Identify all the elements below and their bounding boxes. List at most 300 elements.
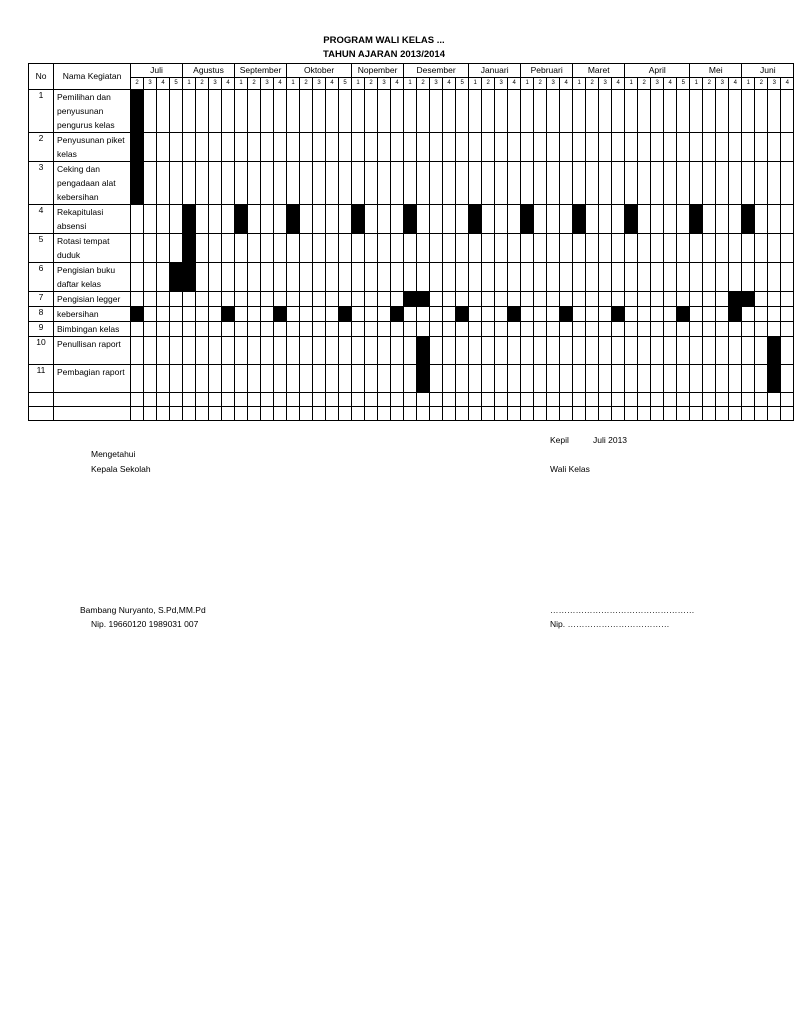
week-cell — [430, 365, 443, 393]
week-cell — [508, 205, 521, 234]
week-cell — [248, 307, 261, 322]
week-cell — [456, 407, 469, 421]
week-cell — [456, 90, 469, 133]
week-cell — [781, 307, 794, 322]
week-cell — [443, 162, 456, 205]
week-cell — [534, 292, 547, 307]
principal-role: Kepala Sekolah — [91, 464, 151, 474]
week-cell — [638, 263, 651, 292]
activity-name: Penullisan raport — [54, 337, 131, 365]
week-cell — [612, 133, 625, 162]
week-cell — [729, 162, 742, 205]
scheduled-week-cell — [131, 133, 144, 162]
row-number: 4 — [29, 205, 54, 234]
week-cell — [222, 292, 235, 307]
month-header: Pebruari — [521, 64, 573, 78]
week-cell — [261, 322, 274, 337]
week-cell — [755, 234, 768, 263]
week-cell — [586, 365, 599, 393]
week-cell — [404, 337, 417, 365]
document-subtitle: TAHUN AJARAN 2013/2014 — [323, 49, 445, 60]
week-cell — [417, 234, 430, 263]
week-cell — [651, 133, 664, 162]
week-cell — [521, 292, 534, 307]
week-cell — [300, 407, 313, 421]
week-cell — [573, 263, 586, 292]
header-kegiatan: Nama Kegiatan — [54, 64, 131, 90]
week-cell — [781, 322, 794, 337]
week-cell — [716, 365, 729, 393]
week-cell — [638, 337, 651, 365]
week-cell — [339, 337, 352, 365]
week-cell — [625, 322, 638, 337]
week-cell — [534, 365, 547, 393]
scheduled-week-cell — [729, 292, 742, 307]
week-cell — [469, 234, 482, 263]
week-cell — [365, 322, 378, 337]
week-cell — [755, 365, 768, 393]
week-cell — [404, 307, 417, 322]
week-cell — [430, 234, 443, 263]
scheduled-week-cell — [404, 292, 417, 307]
week-cell — [495, 393, 508, 407]
week-cell — [651, 205, 664, 234]
week-cell — [742, 322, 755, 337]
week-cell — [716, 263, 729, 292]
week-cell — [729, 205, 742, 234]
week-cell — [326, 307, 339, 322]
week-cell — [690, 337, 703, 365]
week-header: 1 — [183, 78, 196, 90]
week-cell — [261, 234, 274, 263]
week-cell — [287, 234, 300, 263]
week-cell — [690, 322, 703, 337]
week-cell — [391, 234, 404, 263]
week-cell — [742, 337, 755, 365]
week-cell — [144, 393, 157, 407]
scheduled-week-cell — [222, 307, 235, 322]
acknowledge-label: Mengetahui — [91, 449, 136, 459]
week-cell — [404, 234, 417, 263]
week-cell — [300, 234, 313, 263]
week-cell — [521, 393, 534, 407]
week-cell — [664, 133, 677, 162]
activity-name: Rotasi tempat duduk — [54, 234, 131, 263]
week-cell — [248, 337, 261, 365]
week-cell — [222, 205, 235, 234]
week-cell — [625, 365, 638, 393]
week-cell — [235, 393, 248, 407]
week-cell — [417, 307, 430, 322]
week-cell — [300, 263, 313, 292]
week-cell — [534, 393, 547, 407]
row-number: 9 — [29, 322, 54, 337]
week-cell — [209, 307, 222, 322]
week-header: 2 — [196, 78, 209, 90]
week-cell — [742, 133, 755, 162]
week-cell — [209, 162, 222, 205]
week-cell — [365, 133, 378, 162]
week-header: 1 — [469, 78, 482, 90]
week-cell — [586, 162, 599, 205]
scheduled-week-cell — [508, 307, 521, 322]
week-cell — [729, 263, 742, 292]
week-cell — [716, 162, 729, 205]
week-cell — [339, 407, 352, 421]
week-cell — [560, 234, 573, 263]
week-cell — [170, 365, 183, 393]
week-cell — [456, 292, 469, 307]
week-cell — [326, 90, 339, 133]
week-cell — [469, 307, 482, 322]
week-cell — [430, 393, 443, 407]
week-header: 3 — [378, 78, 391, 90]
week-cell — [326, 205, 339, 234]
week-cell — [274, 263, 287, 292]
week-cell — [144, 263, 157, 292]
week-cell — [612, 263, 625, 292]
week-cell — [547, 234, 560, 263]
week-cell — [560, 407, 573, 421]
week-cell — [365, 365, 378, 393]
week-cell — [729, 234, 742, 263]
scheduled-week-cell — [391, 307, 404, 322]
week-cell — [768, 393, 781, 407]
week-cell — [391, 337, 404, 365]
week-cell — [638, 90, 651, 133]
week-header: 2 — [365, 78, 378, 90]
activity-name: Pengisian buku daftar kelas — [54, 263, 131, 292]
scheduled-week-cell — [170, 263, 183, 292]
week-cell — [365, 162, 378, 205]
week-cell — [196, 365, 209, 393]
week-cell — [781, 263, 794, 292]
scheduled-week-cell — [287, 205, 300, 234]
week-cell — [352, 407, 365, 421]
week-cell — [365, 205, 378, 234]
activity-row — [29, 292, 794, 307]
week-cell — [170, 337, 183, 365]
week-cell — [768, 307, 781, 322]
week-cell — [131, 234, 144, 263]
week-cell — [287, 407, 300, 421]
week-cell — [430, 133, 443, 162]
week-cell — [131, 365, 144, 393]
month-header: Oktober — [287, 64, 352, 78]
week-cell — [781, 337, 794, 365]
scheduled-week-cell — [469, 205, 482, 234]
week-cell — [573, 90, 586, 133]
week-cell — [261, 162, 274, 205]
week-cell — [326, 263, 339, 292]
week-cell — [625, 133, 638, 162]
week-cell — [638, 407, 651, 421]
week-cell — [742, 407, 755, 421]
week-cell — [430, 407, 443, 421]
week-cell — [599, 292, 612, 307]
week-cell — [755, 90, 768, 133]
week-cell — [677, 90, 690, 133]
activity-name — [54, 393, 131, 407]
week-header: 4 — [391, 78, 404, 90]
week-cell — [391, 133, 404, 162]
week-cell — [612, 234, 625, 263]
week-cell — [144, 365, 157, 393]
week-header: 2 — [586, 78, 599, 90]
week-cell — [547, 365, 560, 393]
week-cell — [196, 337, 209, 365]
week-cell — [456, 337, 469, 365]
scheduled-week-cell — [690, 205, 703, 234]
week-cell — [690, 162, 703, 205]
week-cell — [274, 337, 287, 365]
week-cell — [508, 322, 521, 337]
week-cell — [469, 133, 482, 162]
week-cell — [521, 162, 534, 205]
week-cell — [391, 393, 404, 407]
week-cell — [781, 292, 794, 307]
week-cell — [300, 365, 313, 393]
week-cell — [690, 307, 703, 322]
week-cell — [209, 205, 222, 234]
week-cell — [404, 263, 417, 292]
month-header: September — [235, 64, 287, 78]
week-cell — [235, 365, 248, 393]
week-cell — [430, 292, 443, 307]
week-cell — [508, 234, 521, 263]
activity-row — [29, 205, 794, 234]
week-cell — [235, 337, 248, 365]
week-cell — [469, 90, 482, 133]
week-cell — [599, 393, 612, 407]
week-cell — [209, 90, 222, 133]
week-cell — [573, 162, 586, 205]
week-cell — [131, 292, 144, 307]
week-cell — [222, 393, 235, 407]
week-cell — [170, 407, 183, 421]
week-header: 4 — [664, 78, 677, 90]
week-cell — [495, 337, 508, 365]
week-cell — [261, 337, 274, 365]
week-cell — [547, 322, 560, 337]
week-cell — [690, 393, 703, 407]
week-cell — [703, 407, 716, 421]
week-cell — [495, 407, 508, 421]
scheduled-week-cell — [131, 307, 144, 322]
week-cell — [495, 133, 508, 162]
week-header: 4 — [443, 78, 456, 90]
activity-row — [29, 263, 794, 292]
week-cell — [612, 337, 625, 365]
week-cell — [365, 90, 378, 133]
week-cell — [365, 234, 378, 263]
scheduled-week-cell — [768, 337, 781, 365]
scheduled-week-cell — [235, 205, 248, 234]
week-cell — [508, 90, 521, 133]
week-cell — [729, 90, 742, 133]
week-header: 4 — [326, 78, 339, 90]
week-cell — [534, 337, 547, 365]
week-cell — [755, 133, 768, 162]
week-cell — [378, 322, 391, 337]
week-header: 5 — [677, 78, 690, 90]
week-cell — [313, 133, 326, 162]
week-cell — [261, 133, 274, 162]
week-cell — [196, 307, 209, 322]
week-cell — [430, 90, 443, 133]
week-header: 4 — [729, 78, 742, 90]
week-cell — [573, 292, 586, 307]
week-header: 4 — [781, 78, 794, 90]
week-cell — [755, 162, 768, 205]
week-cell — [508, 162, 521, 205]
activity-name: Bimbingan kelas — [54, 322, 131, 337]
week-cell — [183, 393, 196, 407]
week-cell — [443, 234, 456, 263]
week-cell — [742, 90, 755, 133]
week-cell — [391, 162, 404, 205]
week-cell — [170, 133, 183, 162]
week-cell — [781, 90, 794, 133]
week-cell — [443, 263, 456, 292]
week-header: 1 — [625, 78, 638, 90]
week-header: 2 — [638, 78, 651, 90]
week-cell — [508, 263, 521, 292]
week-cell — [170, 393, 183, 407]
scheduled-week-cell — [339, 307, 352, 322]
activity-name: Ceking dan pengadaan alat kebersihan — [54, 162, 131, 205]
week-cell — [131, 263, 144, 292]
week-cell — [209, 407, 222, 421]
week-cell — [287, 292, 300, 307]
week-cell — [326, 162, 339, 205]
week-cell — [625, 162, 638, 205]
week-cell — [664, 90, 677, 133]
week-cell — [690, 292, 703, 307]
week-cell — [599, 162, 612, 205]
week-cell — [313, 234, 326, 263]
week-cell — [222, 337, 235, 365]
week-cell — [573, 393, 586, 407]
week-cell — [612, 292, 625, 307]
week-header: 1 — [521, 78, 534, 90]
month-header: Juni — [742, 64, 794, 78]
week-cell — [378, 205, 391, 234]
week-cell — [287, 307, 300, 322]
scheduled-week-cell — [612, 307, 625, 322]
week-cell — [508, 337, 521, 365]
week-cell — [625, 292, 638, 307]
week-cell — [235, 292, 248, 307]
week-cell — [183, 90, 196, 133]
week-cell — [339, 205, 352, 234]
week-cell — [430, 263, 443, 292]
week-cell — [664, 162, 677, 205]
week-cell — [339, 263, 352, 292]
week-cell — [742, 263, 755, 292]
week-cell — [313, 90, 326, 133]
homeroom-name: …………………………………………… — [550, 605, 695, 615]
week-cell — [157, 162, 170, 205]
week-cell — [131, 205, 144, 234]
week-cell — [716, 393, 729, 407]
week-cell — [482, 322, 495, 337]
week-cell — [586, 393, 599, 407]
week-cell — [378, 307, 391, 322]
week-cell — [170, 162, 183, 205]
week-cell — [703, 263, 716, 292]
week-cell — [638, 292, 651, 307]
week-cell — [157, 393, 170, 407]
week-cell — [677, 322, 690, 337]
week-cell — [274, 393, 287, 407]
week-cell — [144, 307, 157, 322]
month-header: Agustus — [183, 64, 235, 78]
week-cell — [547, 90, 560, 133]
week-cell — [261, 90, 274, 133]
week-cell — [417, 322, 430, 337]
week-header: 1 — [690, 78, 703, 90]
activity-name: Pembagian raport — [54, 365, 131, 393]
week-cell — [612, 162, 625, 205]
week-cell — [352, 234, 365, 263]
month-header: Mei — [690, 64, 742, 78]
week-cell — [300, 307, 313, 322]
week-cell — [313, 322, 326, 337]
week-cell — [651, 234, 664, 263]
week-cell — [664, 292, 677, 307]
week-cell — [651, 90, 664, 133]
week-cell — [352, 307, 365, 322]
week-cell — [287, 162, 300, 205]
week-cell — [716, 133, 729, 162]
week-cell — [469, 337, 482, 365]
week-cell — [326, 292, 339, 307]
week-cell — [677, 292, 690, 307]
week-cell — [482, 133, 495, 162]
week-header-row — [29, 78, 794, 90]
week-cell — [222, 90, 235, 133]
row-number — [29, 393, 54, 407]
week-cell — [651, 162, 664, 205]
week-cell — [456, 365, 469, 393]
week-cell — [534, 407, 547, 421]
week-cell — [781, 393, 794, 407]
week-cell — [365, 292, 378, 307]
activity-name: Pemilihan dan penyusunan pengurus kelas — [54, 90, 131, 133]
week-cell — [183, 365, 196, 393]
week-cell — [365, 393, 378, 407]
week-cell — [235, 234, 248, 263]
week-cell — [274, 322, 287, 337]
week-header: 2 — [417, 78, 430, 90]
week-cell — [664, 205, 677, 234]
week-cell — [313, 365, 326, 393]
week-cell — [378, 90, 391, 133]
week-cell — [469, 263, 482, 292]
week-cell — [534, 205, 547, 234]
week-cell — [677, 234, 690, 263]
week-cell — [261, 307, 274, 322]
week-cell — [352, 162, 365, 205]
week-header: 3 — [430, 78, 443, 90]
week-cell — [586, 407, 599, 421]
week-cell — [651, 263, 664, 292]
week-cell — [521, 322, 534, 337]
week-cell — [443, 365, 456, 393]
week-cell — [456, 133, 469, 162]
week-cell — [339, 234, 352, 263]
